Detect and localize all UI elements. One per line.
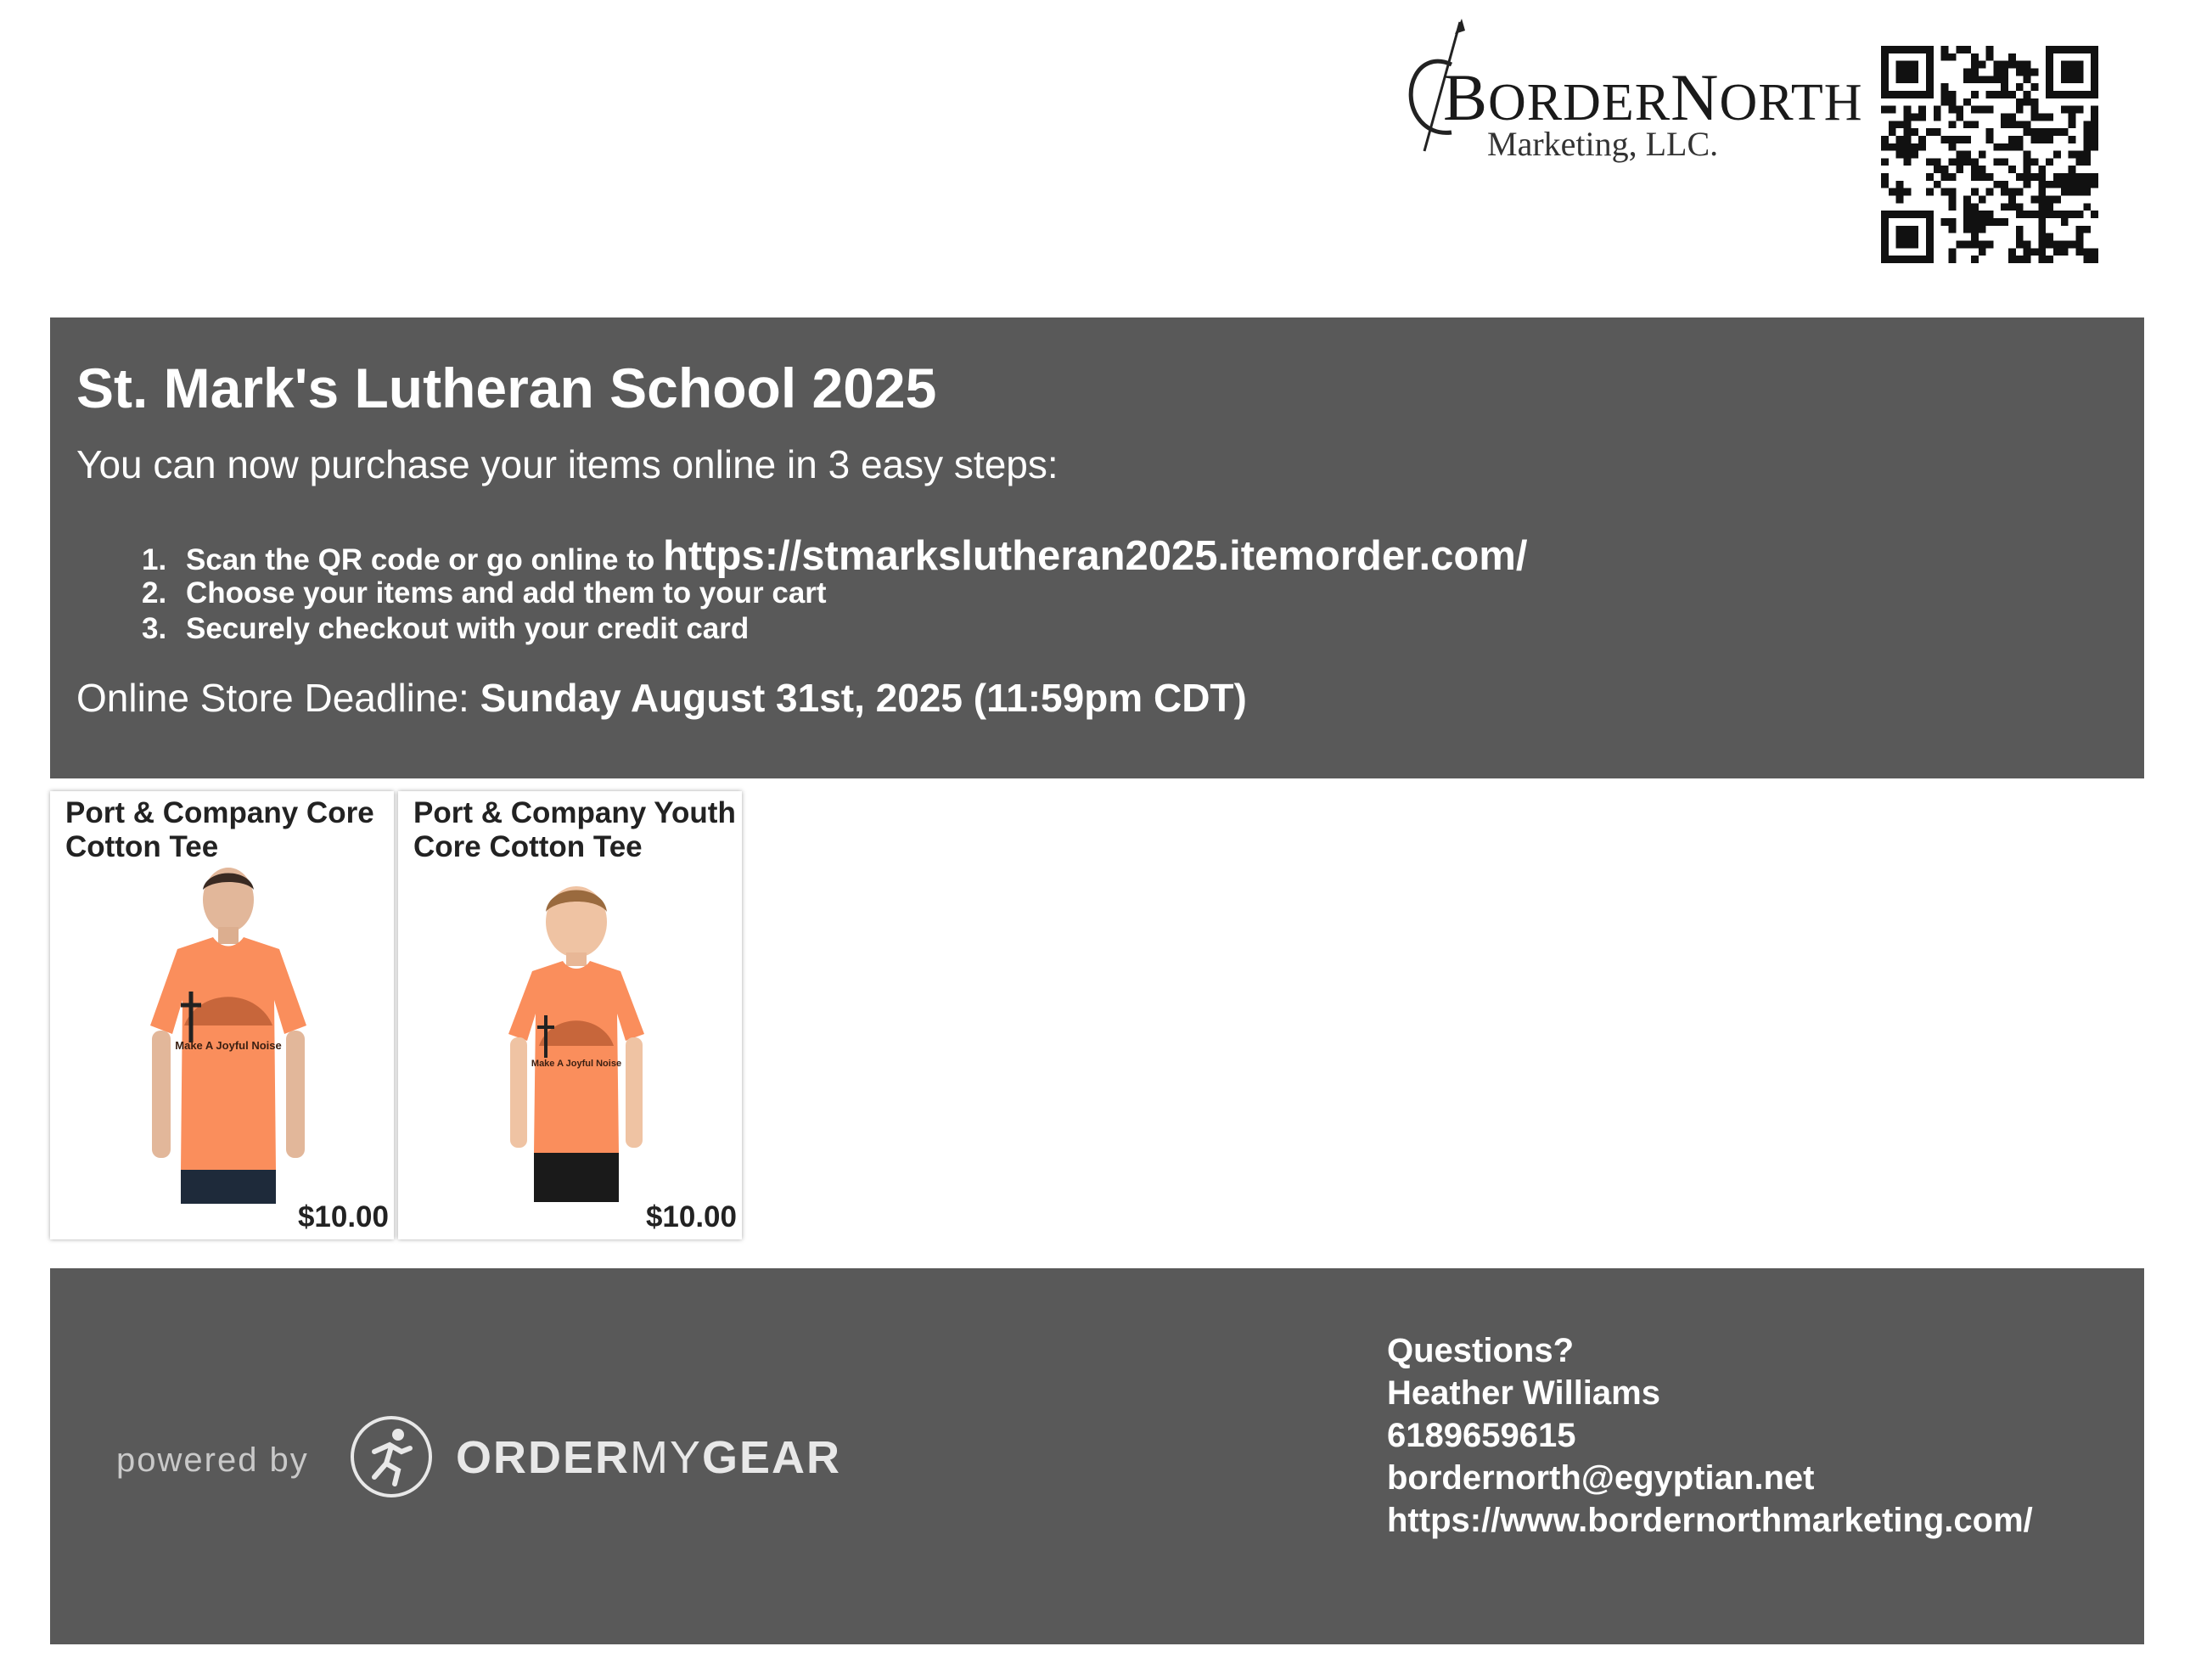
contact-block: [1387, 1329, 2033, 1542]
youth-tee-image[interactable]: [466, 864, 687, 1204]
runner-icon: [349, 1414, 434, 1499]
product-card-youth-tee[interactable]: [398, 791, 742, 1239]
footer-panel: [50, 1268, 2144, 1644]
shirt-design-text: Make A Joyful Noise: [531, 1059, 622, 1069]
ordermygear-logo: ORDERMYGEAR: [456, 1432, 842, 1483]
product-card-adult-tee[interactable]: [50, 791, 394, 1239]
contact-phone[interactable]: 6189659615: [1387, 1417, 1576, 1454]
adult-tee-image[interactable]: [118, 864, 339, 1204]
bordernorth-logo: [1392, 15, 1863, 163]
steps-list: [142, 533, 1528, 647]
step-number: 1.: [142, 543, 167, 576]
product-price: $10.00: [297, 1200, 389, 1233]
shirt-design-text: Make A Joyful Noise: [175, 1039, 282, 1052]
store-subtitle: You can now purchase your items online in 3 easy steps:: [76, 442, 1058, 486]
step-number: 3.: [142, 612, 167, 645]
qr-code-icon[interactable]: [1881, 46, 2098, 263]
contact-heading: Questions?: [1387, 1332, 1575, 1369]
deadline-date: Sunday August 31st, 2025 (11:59pm CDT): [480, 676, 1247, 720]
brand-tagline: Marketing, LLC.: [1487, 125, 1719, 163]
step-text: Scan the QR code or go online to: [186, 543, 663, 576]
contact-email[interactable]: bordernorth@egyptian.net: [1387, 1459, 1815, 1497]
step-number: 2.: [142, 576, 167, 610]
contact-name: Heather Williams: [1387, 1374, 1660, 1412]
product-name: Port & Company Youth Core Cotton Tee: [413, 796, 736, 863]
step-text: Securely checkout with your credit card: [186, 612, 750, 645]
step-item: [142, 576, 1527, 611]
brand-name: BORDERNORTH: [1443, 60, 1863, 134]
contact-website[interactable]: https://www.bordernorthmarketing.com/: [1387, 1502, 2033, 1539]
deadline: [76, 676, 1247, 720]
store-title: St. Mark's Lutheran School 2025: [76, 357, 937, 419]
step-text: Choose your items and add them to your cart: [186, 576, 827, 610]
product-price: $10.00: [645, 1200, 737, 1233]
store-info-banner: [50, 317, 2144, 778]
store-url-link[interactable]: https://stmarkslutheran2025.itemorder.com/: [662, 533, 1528, 579]
step-item: [142, 611, 1527, 647]
step-item: [142, 533, 1528, 579]
powered-by-text: powered by: [116, 1441, 309, 1479]
product-name: Port & Company Core Cotton Tee: [65, 796, 374, 863]
deadline-label: Online Store Deadline:: [76, 676, 480, 720]
